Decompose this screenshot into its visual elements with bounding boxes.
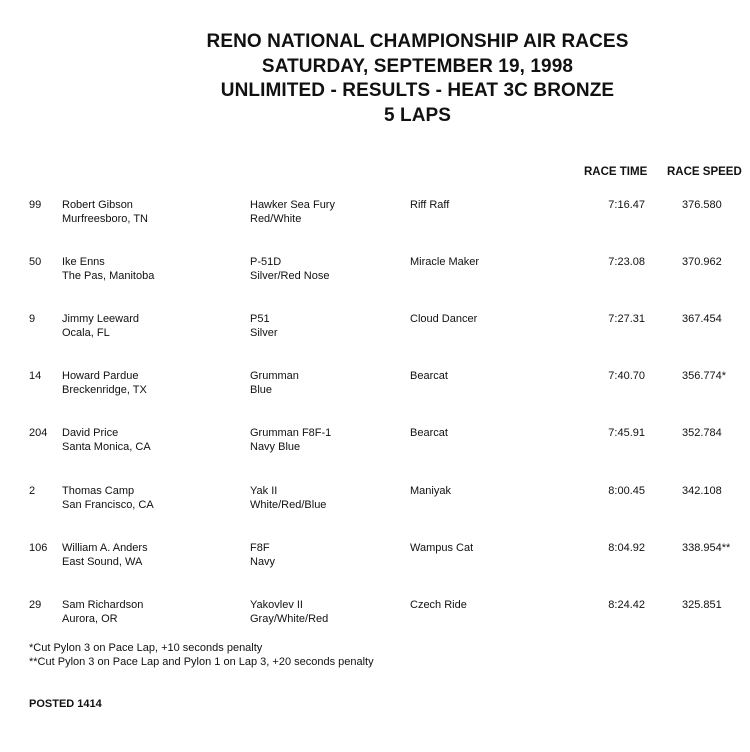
pilot-hometown: Ocala, FL — [62, 327, 110, 339]
aircraft-type: Grumman F8F-1 — [250, 427, 332, 439]
document-title — [0, 30, 750, 128]
result-row — [0, 426, 750, 460]
title-line-3: UNLIMITED - RESULTS - HEAT 3C BRONZE — [220, 80, 615, 101]
result-row — [0, 198, 750, 232]
plane-name: Czech Ride — [410, 599, 467, 611]
race-time: 8:24.42 — [608, 599, 645, 611]
pilot-hometown: East Sound, WA — [62, 556, 143, 568]
race-speed: 325.851 — [682, 599, 722, 611]
aircraft-colors: Silver/Red Nose — [250, 270, 330, 282]
pilot-name: Sam Richardson — [62, 599, 144, 611]
aircraft-cell — [250, 541, 275, 569]
race-number: 9 — [29, 313, 36, 325]
aircraft-cell — [250, 255, 329, 283]
pilot-name: David Price — [62, 427, 119, 439]
pilot-cell — [62, 198, 148, 226]
aircraft-type: Hawker Sea Fury — [250, 199, 335, 211]
race-number: 29 — [29, 599, 42, 611]
race-time: 8:00.45 — [608, 485, 645, 497]
aircraft-cell — [250, 426, 331, 454]
pilot-name: Robert Gibson — [62, 199, 133, 211]
pilot-hometown: The Pas, Manitoba — [62, 270, 155, 282]
pilot-hometown: Santa Monica, CA — [62, 441, 151, 453]
aircraft-colors: Silver — [250, 327, 278, 339]
aircraft-cell — [250, 369, 299, 397]
aircraft-type: P51 — [250, 313, 270, 325]
aircraft-type: Grumman — [250, 370, 299, 382]
race-number: 204 — [29, 427, 48, 439]
race-speed: 376.580 — [682, 199, 722, 211]
pilot-cell — [62, 255, 154, 283]
pilot-name: William A. Anders — [62, 542, 148, 554]
pilot-cell — [62, 598, 143, 626]
race-number: 106 — [29, 542, 48, 554]
penalty-notes — [29, 641, 374, 669]
aircraft-cell — [250, 484, 326, 512]
race-time: 7:23.08 — [608, 256, 645, 268]
race-number: 2 — [29, 485, 36, 497]
aircraft-cell — [250, 598, 328, 626]
result-row — [0, 598, 750, 632]
title-line-4: 5 LAPS — [383, 104, 452, 126]
race-time-header: RACE TIME — [584, 166, 648, 178]
aircraft-type: Yak II — [250, 485, 278, 497]
plane-name: Bearcat — [410, 370, 448, 382]
race-speed-header: RACE SPEED — [667, 166, 742, 178]
pilot-name: Jimmy Leeward — [62, 313, 140, 325]
aircraft-cell — [250, 312, 278, 340]
result-row — [0, 541, 750, 575]
aircraft-colors: White/Red/Blue — [250, 499, 327, 511]
result-row — [0, 369, 750, 403]
aircraft-colors: Blue — [250, 384, 273, 396]
aircraft-colors: Red/White — [250, 213, 302, 225]
race-speed: 356.774* — [682, 370, 727, 382]
result-row — [0, 484, 750, 518]
pilot-hometown: San Francisco, CA — [62, 499, 154, 511]
penalty-note: *Cut Pylon 3 on Pace Lap, +10 seconds penalty — [29, 642, 263, 654]
pilot-name: Ike Enns — [62, 256, 105, 268]
pilot-hometown: Breckenridge, TX — [62, 384, 147, 396]
title-line-2: SATURDAY, SEPTEMBER 19, 1998 — [261, 55, 574, 77]
pilot-cell — [62, 541, 148, 569]
result-row — [0, 255, 750, 289]
pilot-cell — [62, 369, 147, 397]
race-speed: 342.108 — [682, 485, 722, 497]
race-speed: 367.454 — [682, 313, 722, 325]
title-line-1: RENO NATIONAL CHAMPIONSHIP AIR RACES — [206, 31, 629, 52]
race-time: 7:45.91 — [608, 427, 645, 439]
pilot-cell — [62, 312, 139, 340]
penalty-note: **Cut Pylon 3 on Pace Lap and Pylon 1 on Lap 3, +20 seconds penalty — [29, 656, 374, 668]
pilot-cell — [62, 484, 154, 512]
race-speed: 370.962 — [682, 256, 722, 268]
aircraft-colors: Gray/White/Red — [250, 613, 329, 625]
aircraft-type: F8F — [250, 542, 270, 554]
plane-name: Riff Raff — [410, 199, 450, 211]
aircraft-cell — [250, 198, 335, 226]
race-number: 50 — [29, 256, 42, 268]
posted-stamp: POSTED 1414 — [29, 698, 102, 710]
race-time: 7:27.31 — [608, 313, 645, 325]
pilot-name: Thomas Camp — [62, 485, 135, 497]
pilot-hometown: Murfreesboro, TN — [62, 213, 148, 225]
aircraft-type: P-51D — [250, 256, 282, 268]
pilot-name: Howard Pardue — [62, 370, 139, 382]
race-speed: 352.784 — [682, 427, 722, 439]
race-time: 7:40.70 — [608, 370, 645, 382]
pilot-cell — [62, 426, 151, 454]
plane-name: Wampus Cat — [410, 542, 474, 554]
pilot-hometown: Aurora, OR — [62, 613, 118, 625]
aircraft-type: Yakovlev II — [250, 599, 303, 611]
race-time: 7:16.47 — [608, 199, 645, 211]
race-number: 14 — [29, 370, 42, 382]
race-number: 99 — [29, 199, 42, 211]
race-speed: 338.954** — [682, 542, 731, 554]
result-row — [0, 312, 750, 346]
plane-name: Cloud Dancer — [410, 313, 478, 325]
aircraft-colors: Navy Blue — [250, 441, 301, 453]
plane-name: Miracle Maker — [410, 256, 480, 268]
plane-name: Bearcat — [410, 427, 448, 439]
plane-name: Maniyak — [410, 485, 451, 497]
race-time: 8:04.92 — [608, 542, 645, 554]
aircraft-colors: Navy — [250, 556, 276, 568]
